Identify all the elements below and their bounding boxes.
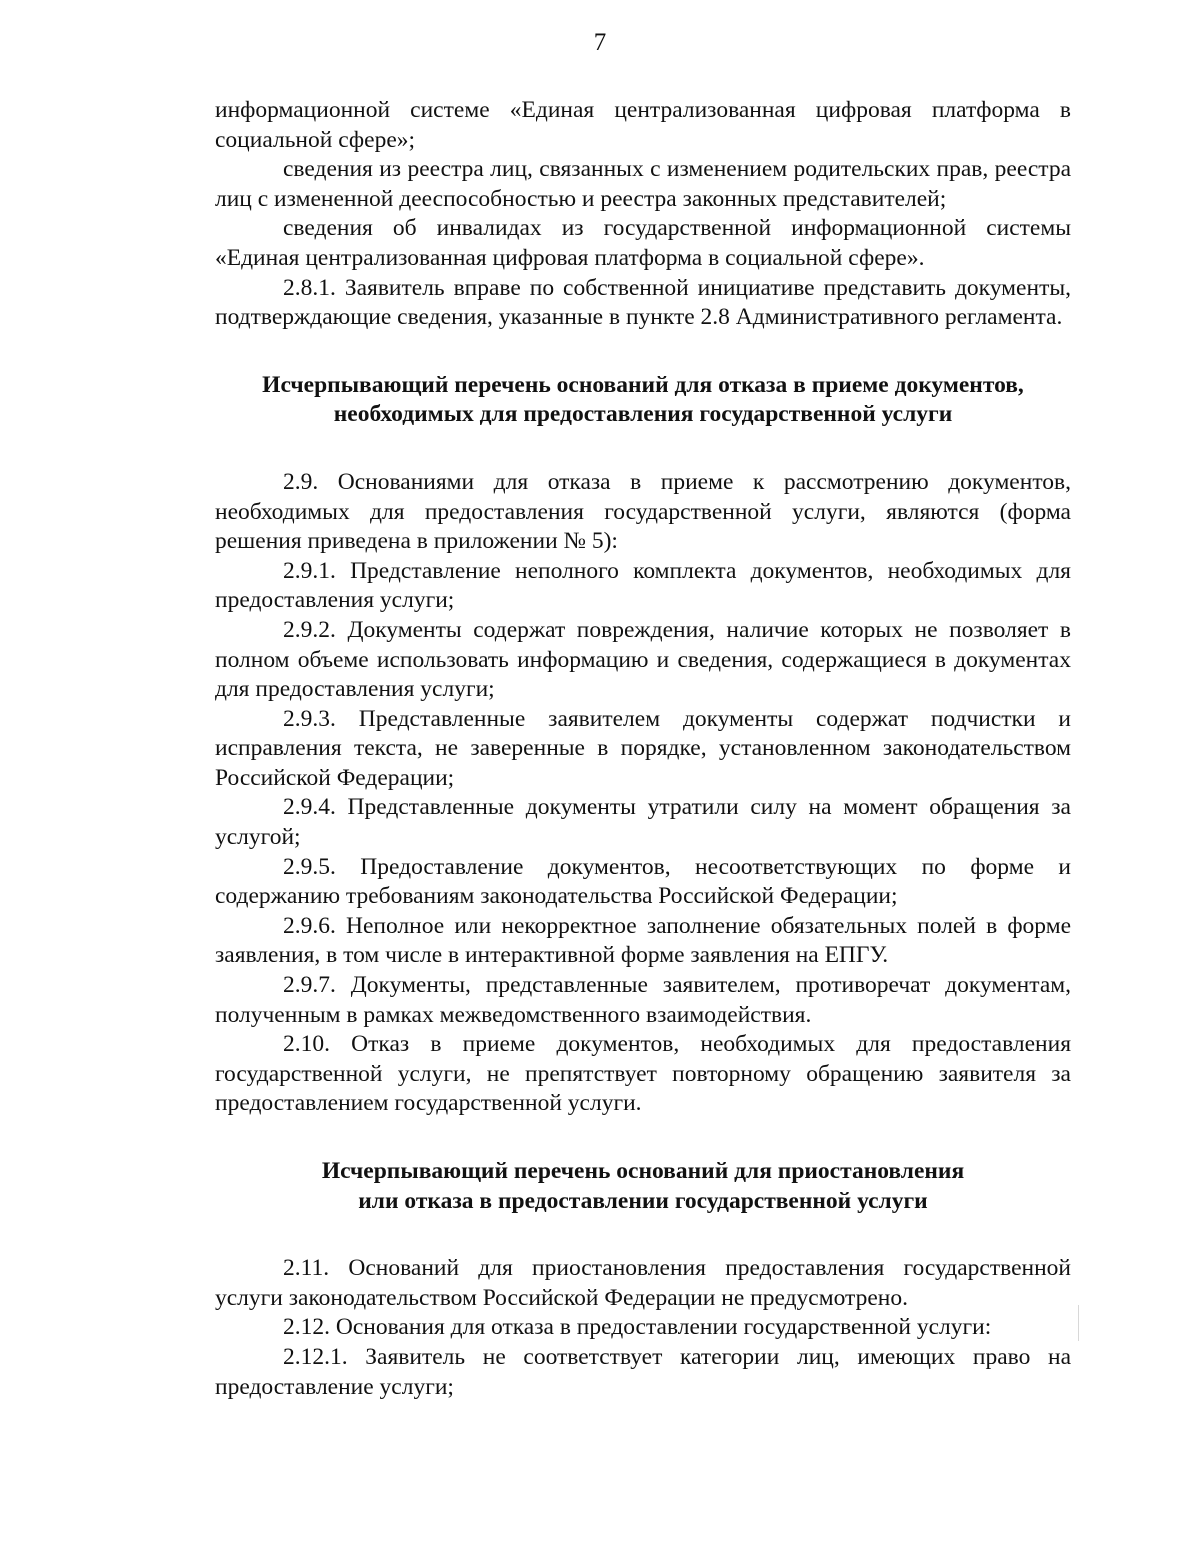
paragraph: 2.9.7. Документы, представленные заявителем, противоречат документам, полученным в рамках межведомственного взаимодействия. — [215, 972, 1071, 1028]
section-heading-suspension-refusal — [215, 1157, 1071, 1216]
heading-line: или отказа в предоставлении государственной услуги — [358, 1187, 928, 1214]
paragraph: 2.12. Основания для отказа в предоставлении государственной услуги: — [283, 1314, 992, 1341]
paragraph: 2.9.3. Представленные заявителем документы содержат подчистки и исправления текста, не заверенные в порядке, установленном законодательством Российской Федерации; — [215, 705, 1071, 791]
paragraph: 2.12.1. Заявитель не соответствует категории лиц, имеющих право на предоставление услуги; — [215, 1343, 1071, 1400]
paragraph: 2.8.1. Заявитель вправе по собственной инициативе представить документы, подтверждающие сведения, указанные в пункте 2.8 Административного регламента. — [215, 274, 1071, 331]
document-body — [215, 96, 1071, 1402]
paragraph: 2.9.2. Документы содержат повреждения, наличие которых не позволяет в полном объеме использовать информацию и сведения, содержащиеся в документах для предоставления услуги; — [215, 616, 1071, 703]
paragraph: информационной системе «Единая централизованная цифровая платформа в социальной сфере»; — [215, 97, 1071, 153]
paragraph: 2.9. Основаниями для отказа в приеме к рассмотрению документов, необходимых для предоставления государственной услуги, являются (форма решения приведена в приложении № 5): — [215, 468, 1071, 555]
paragraph: 2.11. Оснований для приостановления предоставления государственной услуги законодательством Российской Федерации не предусмотрено. — [215, 1255, 1071, 1311]
paragraph: 2.9.6. Неполное или некорректное заполнение обязательных полей в форме заявления, в том числе в интерактивной форме заявления на ЕПГУ. — [215, 912, 1071, 969]
paragraph: 2.10. Отказ в приеме документов, необходимых для предоставления государственной услуги, не препятствует повторному обращению заявителя за предоставлением государственной услуги. — [215, 1031, 1071, 1117]
paragraph: сведения из реестра лиц, связанных с изменением родительских прав, реестра лиц с измененной дееспособностью и реестра законных представителей; — [215, 156, 1071, 212]
page-number: 7 — [593, 29, 607, 56]
paragraph: 2.9.1. Представление неполного комплекта документов, необходимых для предоставления услуги; — [215, 557, 1071, 614]
paragraph: 2.9.4. Представленные документы утратили силу на момент обращения за услугой; — [215, 794, 1071, 851]
paragraph: 2.9.5. Предоставление документов, несоответствующих по форме и содержанию требованиям законодательства Российской Федерации; — [215, 853, 1071, 910]
paragraph: сведения об инвалидах из государственной информационной системы «Единая централизованная цифровая платформа в социальной сфере». — [215, 215, 1071, 271]
heading-line: Исчерпывающий перечень оснований для приостановления — [321, 1158, 965, 1184]
scan-artifact — [1078, 1305, 1079, 1341]
section-heading-refusal-acceptance — [215, 371, 1071, 430]
heading-line: необходимых для предоставления государственной услуги — [333, 401, 953, 428]
heading-line: Исчерпывающий перечень оснований для отказа в приеме документов, — [262, 371, 1024, 398]
